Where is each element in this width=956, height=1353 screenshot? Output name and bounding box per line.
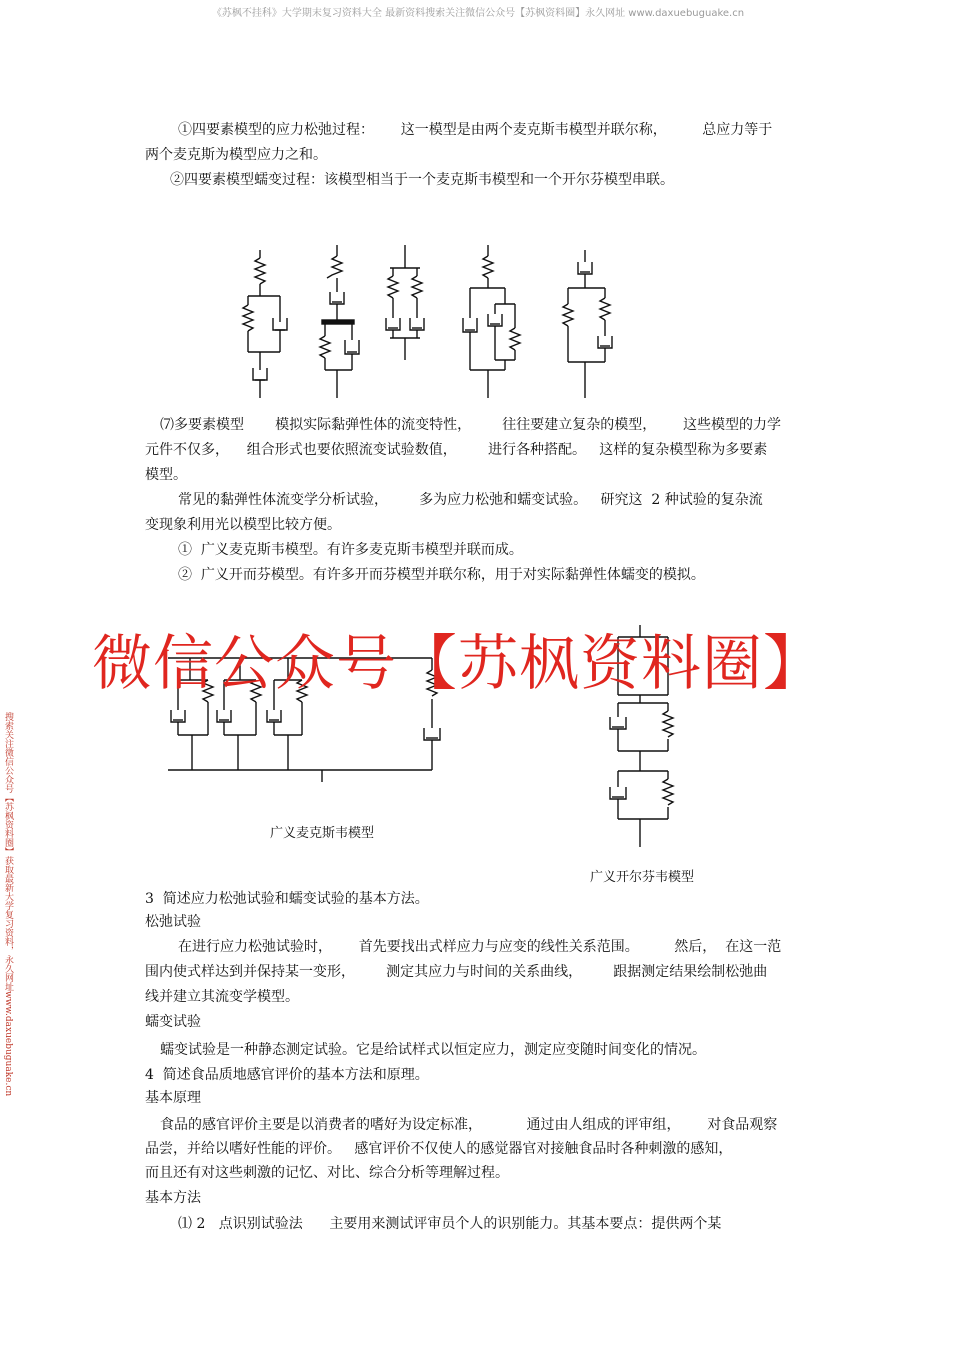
model-5 <box>563 250 612 398</box>
text-line: 元件不仅多， 组合形式也要依照流变试验数值， 进行各种搭配。 这样的复杂模型称为多要素 <box>145 442 768 458</box>
section-heading: 3 简述应力松弛试验和蠕变试验的基本方法。 <box>145 891 429 907</box>
text-line: 围内使式样达到并保持某一变形， 测定其应力与时间的关系曲线， 跟据测定结果绘制松弛曲 <box>145 964 768 980</box>
side-watermark: 搜索关注微信公众号【苏枫资料圈】获取最新大学复习资料，永久网址www.daxuebuguake.cn <box>3 712 13 1097</box>
text-line: 蠕变试验是一种静态测定试验。它是给试样式以恒定应力，测定应变随时间变化的情况。 <box>160 1042 706 1058</box>
subheading: 松弛试验 <box>145 914 201 930</box>
caption-kelvin: 广义开尔芬韦模型 <box>590 870 695 885</box>
text-line: 线并建立其流变学模型。 <box>145 989 299 1005</box>
text-line: 变现象利用光以模型比较方便。 <box>145 517 341 533</box>
text-line: ⑴ 2 点识别试验法 主要用来测试评审员个人的识别能力。其基本要点：提供两个某 <box>178 1216 722 1232</box>
caption-maxwell: 广义麦克斯韦模型 <box>270 826 375 841</box>
section-heading: 4 简述食品质地感官评价的基本方法和原理。 <box>145 1067 429 1083</box>
subheading: 基本方法 <box>145 1190 201 1206</box>
text-line: ①四要素模型的应力松弛过程： 这一模型是由两个麦克斯韦模型并联尔称， 总应力等于 <box>178 122 773 138</box>
model-3 <box>386 245 424 360</box>
text-line: 品尝，并给以嗜好性能的评价。 感官评价不仅使人的感觉器官对接触食品时各种刺激的感知， <box>145 1141 733 1157</box>
text-line: ⑺多要素模型 模拟实际黏弹性体的流变特性， 往往要建立复杂的模型， 这些模型的力学 <box>160 417 782 433</box>
page-header: 《苏枫不挂科》大学期末复习资料大全 最新资料搜索关注微信公众号【苏枫资料圈】永久网址 www.daxuebuguake.cn <box>211 8 745 19</box>
four-element-models-figure <box>230 240 630 400</box>
text-line: 在进行应力松弛试验时， 首先要找出式样应力与应变的线性关系范围。 然后， 在这一范 <box>178 939 782 955</box>
subheading: 基本原理 <box>145 1090 201 1106</box>
model-1 <box>243 250 287 398</box>
text-line: ② 广义开而芬模型。有许多开而芬模型并联尔称，用于对实际黏弹性体蠕变的模拟。 <box>178 567 705 583</box>
text-line: 模型。 <box>145 467 187 483</box>
text-line: 常见的黏弹性体流变学分析试验， 多为应力松弛和蠕变试验。 研究这 2 种试验的复杂流 <box>178 492 763 508</box>
subheading: 蠕变试验 <box>145 1014 201 1030</box>
text-line: 而且还有对这些刺激的记忆、对比、综合分析等理解过程。 <box>145 1165 509 1181</box>
model-4 <box>463 245 520 398</box>
model-2 <box>320 245 359 398</box>
wechat-watermark: 微信公众号【苏枫资料圈】 <box>92 629 824 699</box>
text-line: ① 广义麦克斯韦模型。有许多麦克斯韦模型并联而成。 <box>178 542 523 558</box>
text-line: 两个麦克斯为模型应力之和。 <box>145 147 327 163</box>
text-line: 食品的感官评价主要是以消费者的嗜好为设定标准， 通过由人组成的评审组， 对食品观察 <box>160 1117 778 1133</box>
text-line: ②四要素模型蠕变过程：该模型相当于一个麦克斯韦模型和一个开尔芬模型串联。 <box>170 172 674 188</box>
